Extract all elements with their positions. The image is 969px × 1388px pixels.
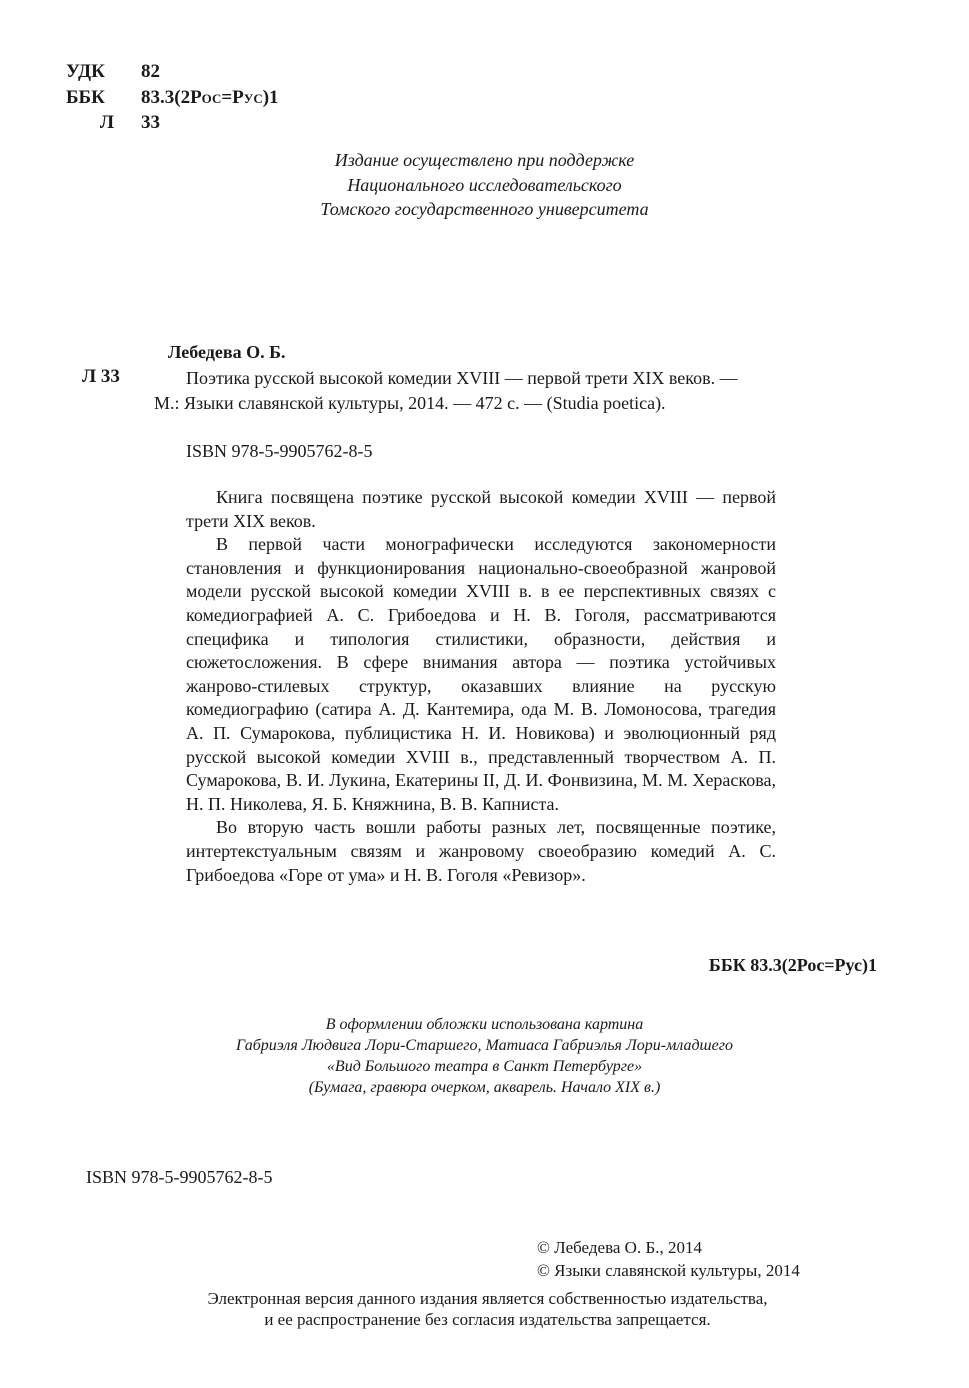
classification-key: Л bbox=[99, 112, 114, 133]
support-line: Издание осуществлено при поддержке bbox=[334, 150, 635, 170]
bibliographic-line: М.: Языки славянской культуры, 2014. — 472 с. — (Studia poetica). bbox=[154, 393, 666, 413]
cover-note-line: (Бумага, гравюра очерком, акварель. Начало XIX в.) bbox=[308, 1079, 661, 1096]
cover-note-line: В оформлении обложки использована картина bbox=[325, 1016, 644, 1033]
rights-notice bbox=[0, 1288, 969, 1330]
cover-note-line: Габриэля Людвига Лори-Старшего, Матиаса Габриэлья Лори-младшего bbox=[236, 1037, 733, 1054]
support-notice bbox=[0, 148, 969, 222]
classification-bbk bbox=[66, 86, 279, 110]
abstract-paragraph: Книга посвящена поэтике русской высокой комедии XVIII — первой трети XIX веков. bbox=[186, 487, 776, 531]
rights-line: Электронная версия данного издания является собственностью издательства, bbox=[207, 1289, 768, 1308]
copyright-line: © Языки славянской культуры, 2014 bbox=[537, 1261, 800, 1280]
bibliographic-description bbox=[154, 366, 806, 416]
rights-line: и ее распространение без согласия издательства запрещается. bbox=[264, 1310, 711, 1329]
classification-value: 33 bbox=[141, 112, 160, 133]
isbn-footer: ISBN 978-5-9905762-8-5 bbox=[86, 1167, 273, 1187]
copyright bbox=[537, 1236, 800, 1282]
support-line: Томского государственного университета bbox=[320, 199, 649, 219]
classification-udk bbox=[66, 60, 160, 84]
abstract bbox=[186, 486, 776, 887]
bbk-footer: ББК 83.3(2Рос=Рус)1 bbox=[708, 955, 877, 975]
isbn-inline: ISBN 978-5-9905762-8-5 bbox=[186, 441, 373, 461]
classification-value: 83.3(2Рос=Рус)1 bbox=[141, 87, 279, 108]
bibliographic-line: Поэтика русской высокой комедии XVIII — первой трети XIX веков. — bbox=[186, 368, 738, 388]
classification-key: ББК bbox=[66, 87, 105, 108]
classification-key: УДК bbox=[66, 61, 105, 82]
support-line: Национального исследовательского bbox=[347, 174, 622, 195]
cover-note bbox=[0, 1014, 969, 1098]
classification-value: 82 bbox=[141, 61, 160, 82]
author-code: Л 33 bbox=[82, 366, 120, 387]
cover-note-line: «Вид Большого театра в Санкт Петербурге» bbox=[326, 1058, 643, 1075]
copyright-line: © Лебедева О. Б., 2014 bbox=[537, 1238, 702, 1257]
abstract-paragraph: Во вторую часть вошли работы разных лет, посвященные поэтике, интертекстуальным связям и жанровому своеобразию комедий А. С. Грибоедова «Горе от ума» и Н. В. Гоголя «Ревизор». bbox=[186, 817, 776, 885]
author-name: Лебедева О. Б. bbox=[168, 342, 286, 362]
abstract-paragraph: В первой части монографически исследуются закономерности становления и функционирования национально-своеобразной жанровой модели русской высокой комедии XVIII в. в ее перспективных связях с комедиографией А. С. Грибоедова и Н. В. Гоголя, рассматриваются специфика и типология стилистики, образности, действия и сюжетосложения. В сфере внимания автора — поэтика устойчивых жанрово-стилевых структур, оказавших влияние на русскую комедиографию (сатира А. Д. Кантемира, ода М. В. Ломоносова, трагедия А. П. Сумарокова, публицистика Н. И. Новикова) и эволюционный ряд русской высокой комедии XVIII в., представленный творчеством А. П. Сумарокова, В. И. Лукина, Екатерины II, Д. И. Фонвизина, М. М. Хераскова, Н. П. Николева, Я. Б. Княжнина, В. В. Капниста. bbox=[186, 534, 776, 814]
classification-author-mark bbox=[66, 111, 160, 135]
